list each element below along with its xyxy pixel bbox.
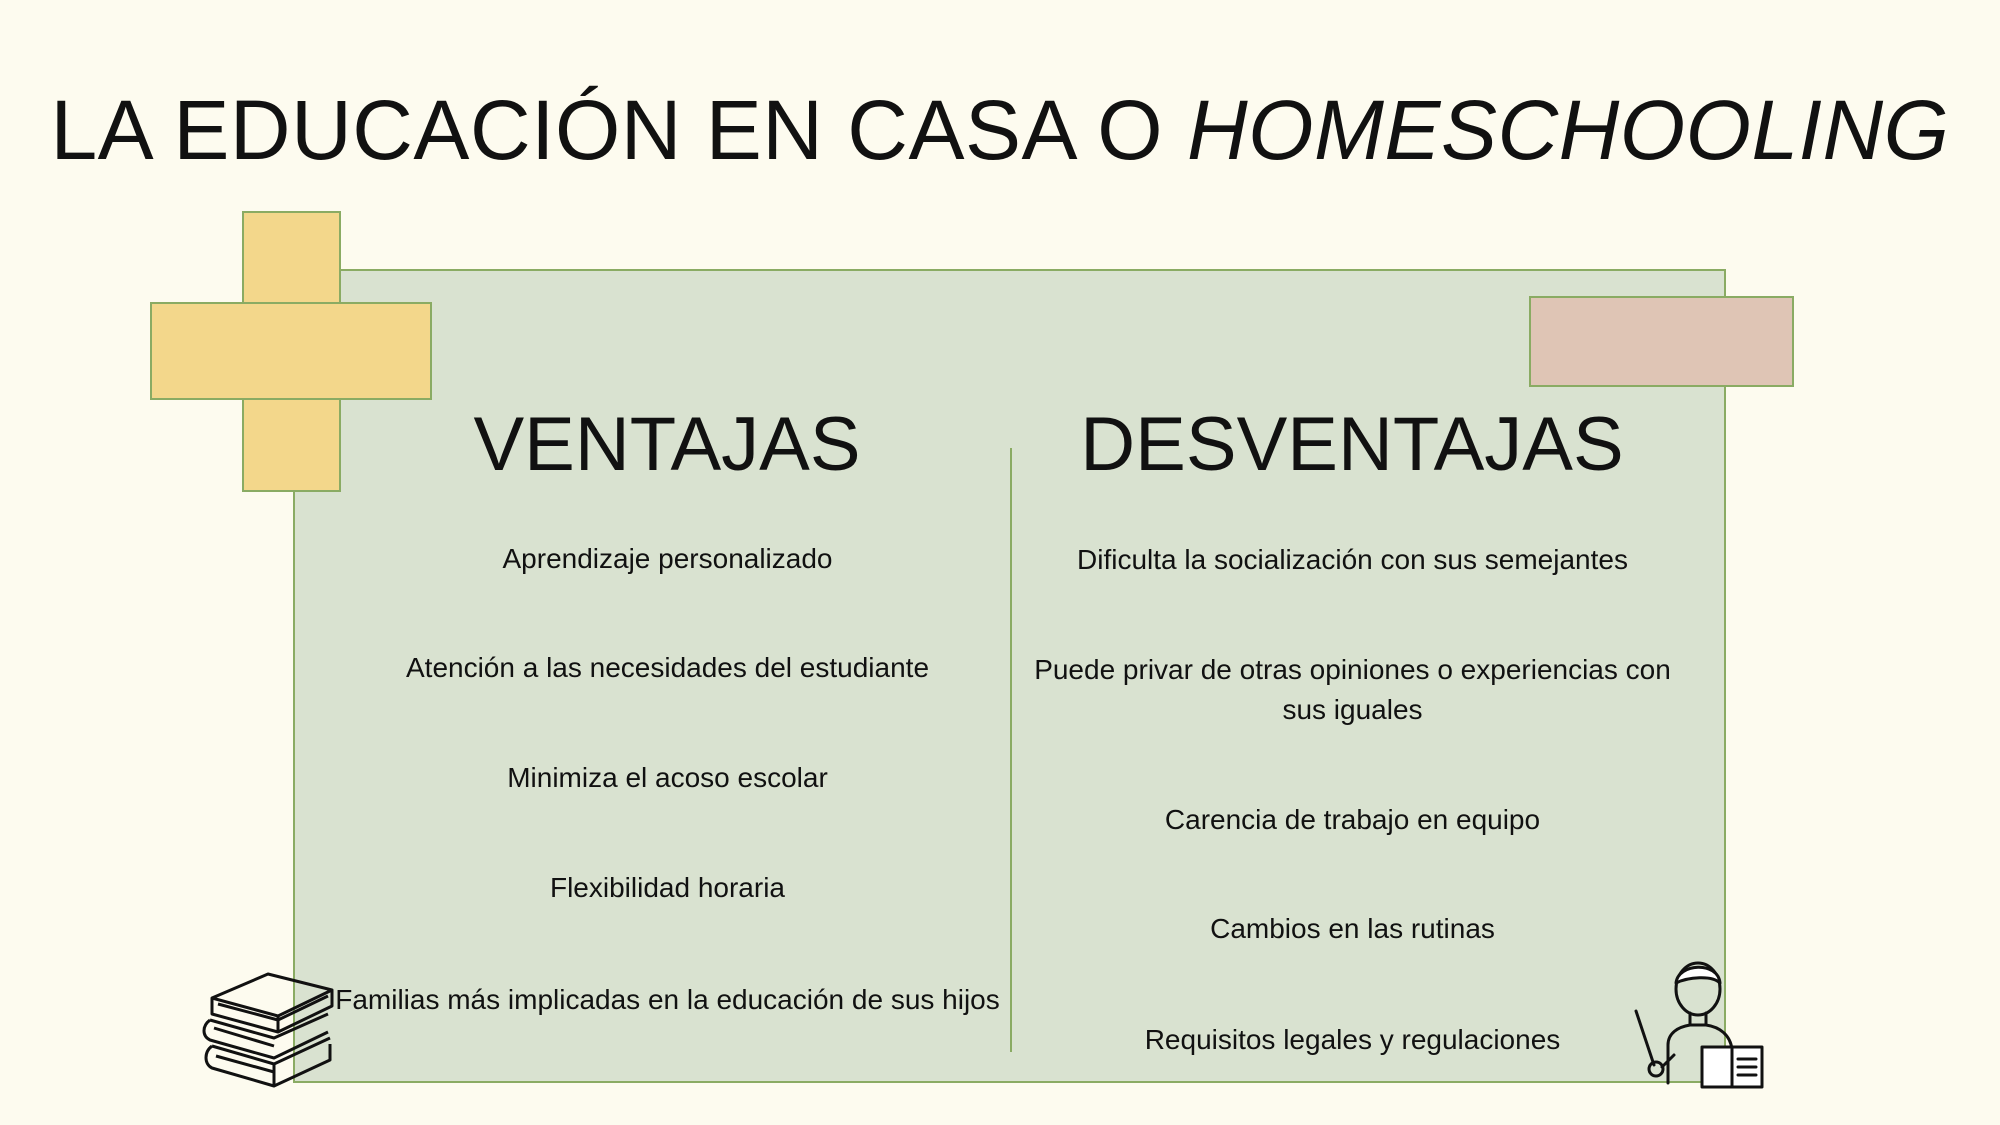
column-divider <box>1010 448 1012 1052</box>
disadvantage-item: Dificulta la socialización con sus semejantes <box>1077 544 1628 575</box>
disadvantage-item: Requisitos legales y regulaciones <box>1144 1024 1561 1055</box>
title-main: LA EDUCACIÓN EN CASA O <box>50 83 1164 177</box>
minus-icon <box>1529 296 1794 387</box>
advantage-item: Atención a las necesidades del estudiante <box>405 652 930 683</box>
advantage-item: Flexibilidad horaria <box>549 872 785 903</box>
disadvantages-heading: DESVENTAJAS <box>1080 402 1624 487</box>
advantage-item: Familias más implicadas en la educación de sus hijos <box>335 984 1000 1015</box>
disadvantage-item: Carencia de trabajo en equipo <box>1164 804 1541 835</box>
advantage-item: Minimiza el acoso escolar <box>507 762 828 793</box>
plus-icon-center <box>244 304 339 398</box>
slide-title <box>0 70 2000 190</box>
books-icon <box>200 968 340 1090</box>
advantage-item: Aprendizaje personalizado <box>502 543 833 574</box>
advantages-heading: VENTAJAS <box>473 402 861 487</box>
title-italic: HOMESCHOOLING <box>1186 83 1950 177</box>
disadvantage-item: Cambios en las rutinas <box>1210 913 1495 944</box>
disadvantage-item: Puede privar de otras opiniones o experiencias con sus iguales <box>1034 654 1671 725</box>
teacher-icon <box>1628 955 1766 1091</box>
